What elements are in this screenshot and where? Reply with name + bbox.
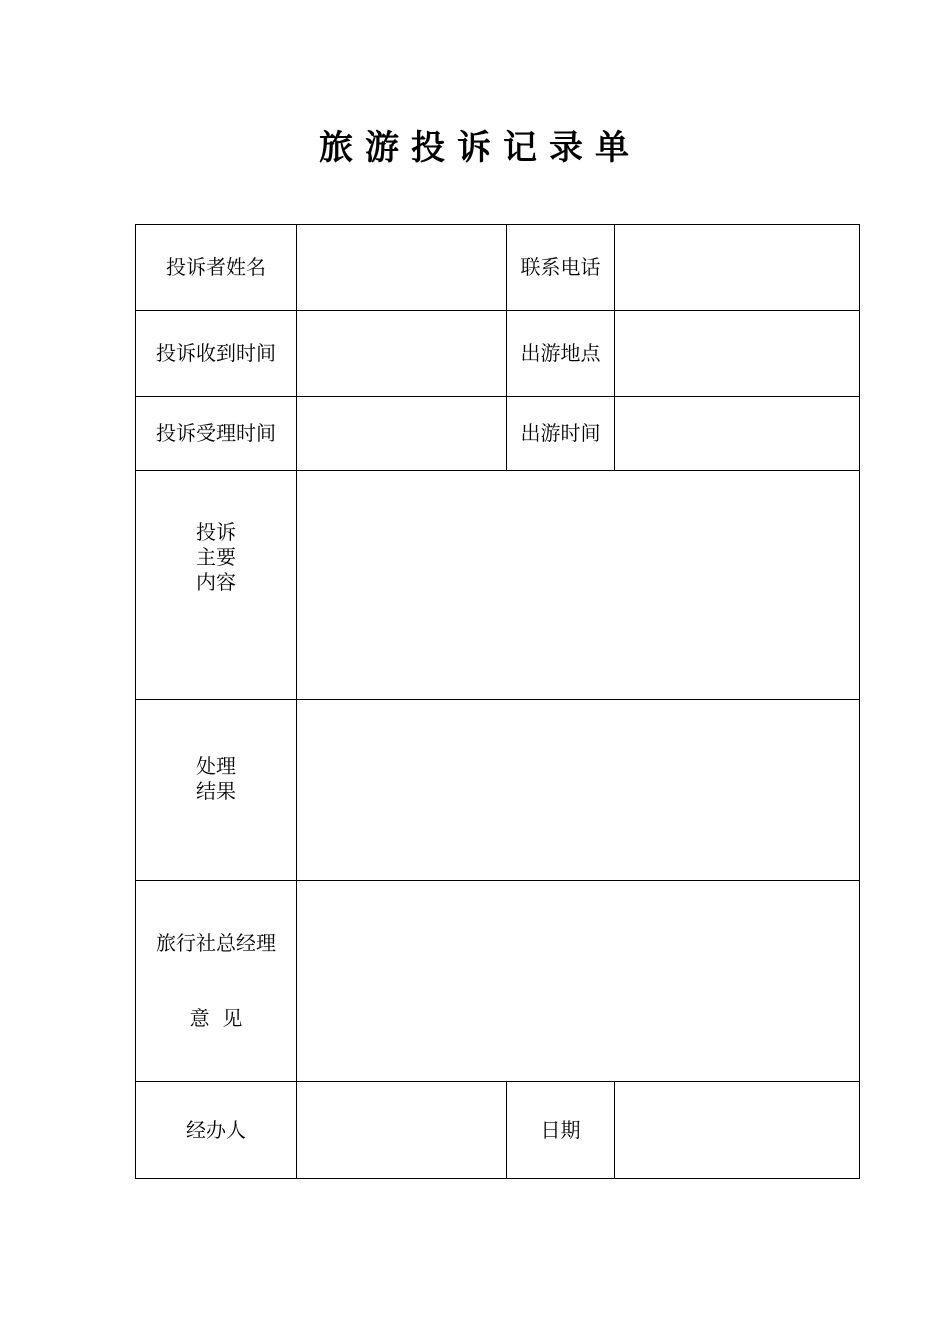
- date-field[interactable]: [615, 1082, 860, 1179]
- row-complaint-content: [136, 471, 860, 700]
- row-handling-result: [136, 700, 860, 881]
- row-gm-opinion: [136, 881, 860, 1082]
- date-label: 日期: [507, 1082, 615, 1179]
- accepted-time-field[interactable]: [297, 397, 507, 471]
- row-name-phone: [136, 225, 860, 311]
- gm-opinion-field[interactable]: [297, 881, 860, 1082]
- tour-time-field[interactable]: [615, 397, 860, 471]
- tour-location-field[interactable]: [615, 311, 860, 397]
- tour-location-label: 出游地点: [507, 311, 615, 397]
- received-time-label: 投诉收到时间: [136, 311, 297, 397]
- contact-phone-field[interactable]: [615, 225, 860, 311]
- gm-opinion-label: 旅行社总经理 意 见: [136, 881, 297, 1082]
- row-accepted-tourtime: [136, 397, 860, 471]
- row-received-location: [136, 311, 860, 397]
- received-time-field[interactable]: [297, 311, 507, 397]
- complainant-name-field[interactable]: [297, 225, 507, 311]
- tour-time-label: 出游时间: [507, 397, 615, 471]
- handling-result-label: 处理 结果: [136, 700, 297, 881]
- row-handler-date: [136, 1082, 860, 1179]
- handler-label: 经办人: [136, 1082, 297, 1179]
- contact-phone-label: 联系电话: [507, 225, 615, 311]
- accepted-time-label: 投诉受理时间: [136, 397, 297, 471]
- page-title: 旅游投诉记录单: [319, 128, 641, 168]
- complaint-content-label: 投诉 主要 内容: [136, 471, 297, 700]
- handling-result-field[interactable]: [297, 700, 860, 881]
- complaint-form-table: [135, 224, 860, 1179]
- complainant-name-label: 投诉者姓名: [136, 225, 297, 311]
- complaint-content-field[interactable]: [297, 471, 860, 700]
- handler-field[interactable]: [297, 1082, 507, 1179]
